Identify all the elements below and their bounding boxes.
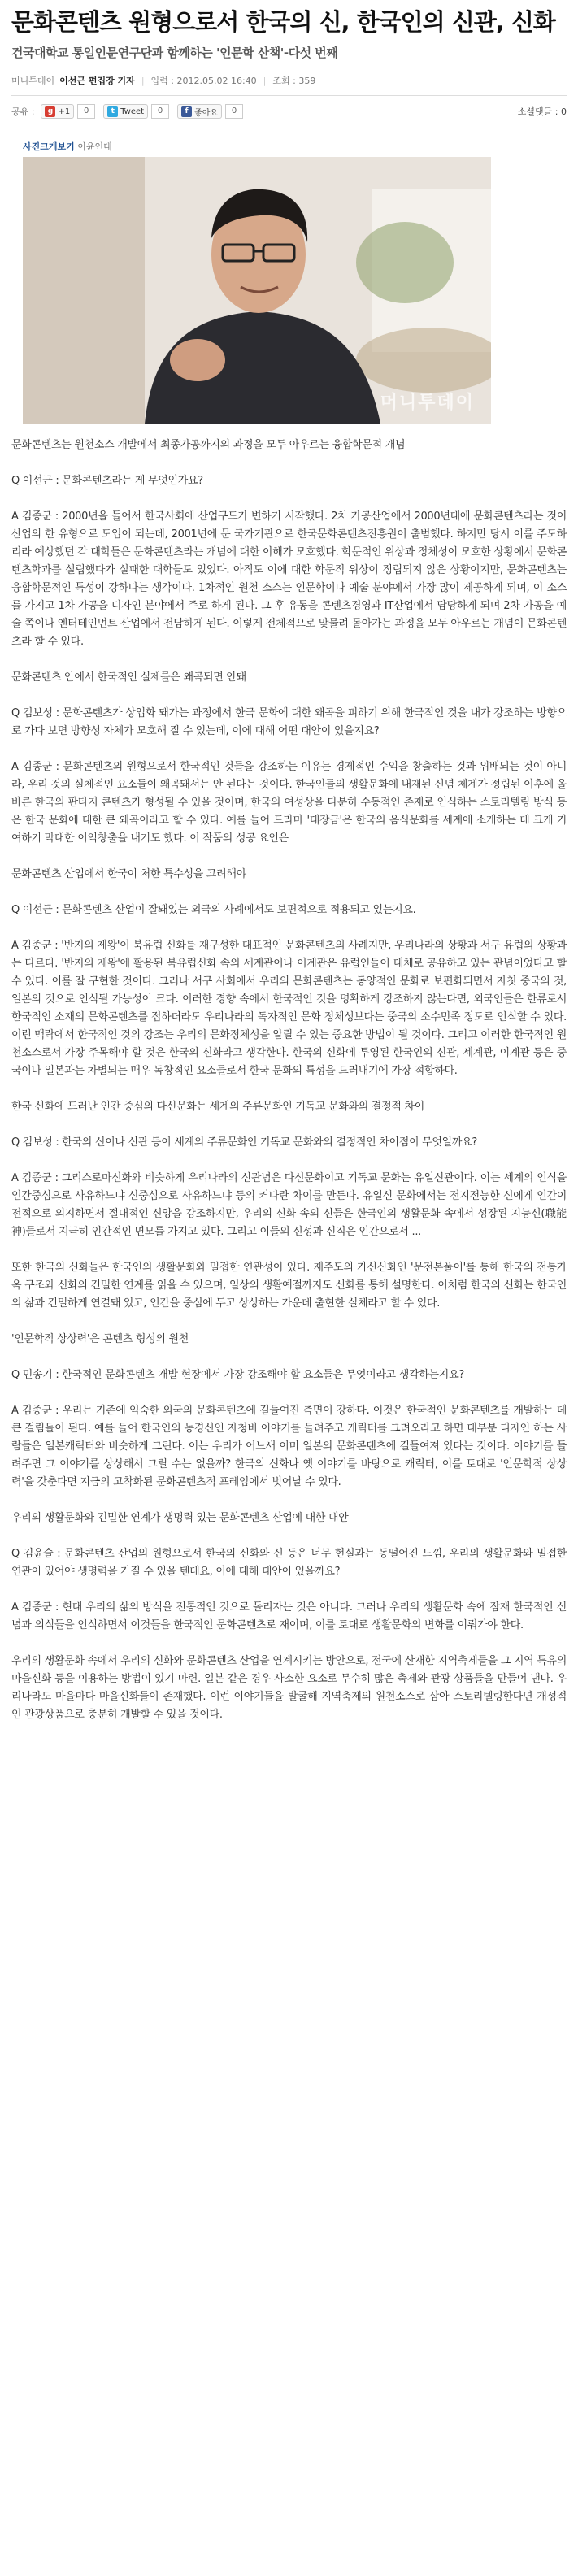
gplus-count: 0 [77, 104, 95, 119]
photo-person: 이윤인대 [77, 141, 112, 152]
tweet-count: 0 [151, 104, 169, 119]
facebook-like-count: 0 [225, 104, 243, 119]
tweet-label: Tweet [120, 106, 145, 116]
facebook-like-label: 좋아요 [194, 108, 219, 118]
paragraph: Q 민송기 : 한국적인 문화콘텐츠 개발 현장에서 가장 강조해야 할 요소들은 무엇이라고 생각하는지요? [11, 1369, 464, 1381]
meta-divider: | [141, 75, 145, 86]
portrait-illustration [23, 157, 491, 424]
paragraph: 우리의 생활문화 속에서 우리의 신화와 문화콘텐츠 산업을 연계시키는 방안으로, 전국에 산재한 지역축제들을 그 지역 특유의 마을신화 등을 이용하는 방법이 있기 마련. 일본 같은 경우 사소한 요소로 무수히 많은 축제와 관광 상품들을 만들어 낸다. 우리나라도 마을마다 마을신화들이 존재했다. 이런 이야기들을 발굴해 지역축제의 원천소스로 삼아 스토리텔링한다면 개성적인 관광상품으로 충분히 개발할 수 있을 것이다. [11, 1655, 567, 1721]
section-heading: 한국 신화에 드러난 인간 중심의 다신문화는 세계의 주류문화인 기독교 문화와의 결정적 차이 [11, 1101, 424, 1113]
social-comments-link[interactable]: 소셜댓글 : 0 [517, 106, 567, 117]
paragraph: Q 이선근 : 문화콘텐츠 산업이 잘돼있는 외국의 사례에서도 보편적으로 적용되고 있는지요. [11, 904, 416, 916]
gplus-label: +1 [58, 106, 71, 116]
photo-watermark: 머니투데이 [380, 393, 475, 413]
section-heading: '인문학적 상상력'은 콘텐츠 형성의 원천 [11, 1333, 189, 1345]
paragraph: A 김종군 : '반지의 제왕'이 북유럽 신화를 재구성한 대표적인 문화콘텐츠의 사례지만, 우리나라의 상황과 서구 유럽의 상황과는 다르다. '반지의 제왕'에 활용된 북유럽신화 속의 세계관이나 이계관은 유럽인들이 대체로 공유하고 있는 관념이었다고 할 수 있다. 이를 잘 구현한 것이다. 그러나 서구 사회에서 우리의 문화콘텐츠는 동양적인 문화로 보편화되면서 자칫 중국의 것, 일본의 것으로 인식될 가능성이 크다. 이러한 경향 속에서 한국적인 것을 명확하게 강조하지 않는다면, 외국인들은 한류로서 한국적인 소재의 문화콘텐츠를 접하더라도 우리나라의 독자적인 문화 정체성보다는 중국의 소수민족 정도로 인식할 수 있다. 이런 맥락에서 한국적인 것의 강조는 우리의 문화정체성을 알릴 수 있는 중요한 방법이 될 것이다. 그리고 이러한 한국적인 원천소스로서 가장 주목해야 할 것은 한국의 신화라고 생각한다. 한국의 신화에 투영된 한국인의 신관, 세계관, 이계관 등은 중국이나 일본과는 차별되는 매우 독창적인 요소들로서 한국 문화의 특성을 드러내기에 가장 적합하다. [11, 940, 567, 1077]
source-name: 머니투데이 [11, 76, 55, 86]
meta-rule [11, 95, 567, 96]
meta-divider: | [263, 75, 267, 86]
paragraph: Q 김보성 : 문화콘텐츠가 상업화 돼가는 과정에서 한국 문화에 대한 왜곡을 피하기 위해 한국적인 것을 내가 강조하는 방향으로 가다 보면 방향성 자체가 모호해 질 수 있는데, 이에 대해 어떤 대안이 있을지요? [11, 707, 567, 737]
photo-enlarge-link[interactable]: 사진크게보기 [23, 141, 75, 152]
author-name[interactable]: 이선근 편집장 기자 [59, 76, 135, 86]
section-heading: 문화콘텐츠 산업에서 한국이 처한 특수성을 고려해야 [11, 868, 246, 880]
article-subtitle: 건국대학교 통일인문연구단과 함께하는 '인문학 산책'-다섯 번째 [11, 46, 338, 60]
paragraph: A 김종군 : 그리스로마신화와 비슷하게 우리나라의 신관념은 다신문화이고 기독교 문화는 유일신관이다. 이는 세계의 인식을 인간중심으로 사유하느냐 신중심으로 사유하느냐 등의 커다란 차이를 만든다. 유일신 문화에서는 전지전능한 신에게 인간이 전적으로 의지하면서 절대적인 신앙을 강조하지만, 우리의 신화 속의 신들은 한국인의 생활문화 속에서 성장된 지능신(職能神)들로서 지극히 인간적인 면모를 가지고 있다. 그리고 이들의 신성과 신직은 인간으로서 ... [11, 1172, 567, 1238]
article-title: 문화콘텐츠 원형으로서 한국의 신, 한국인의 신관, 신화 [11, 8, 555, 36]
paragraph: Q 이선근 : 문화콘텐츠라는 게 무엇인가요? [11, 475, 203, 487]
paragraph: 문화콘텐츠는 원천소스 개발에서 최종가공까지의 과정을 모두 아우르는 융합학문적 개념 [11, 439, 406, 451]
article-meta [11, 74, 567, 87]
section-heading: 우리의 생활문화와 긴밀한 연계가 생명력 있는 문화콘텐츠 산업에 대한 대안 [11, 1512, 349, 1524]
twitter-bird-icon: t [107, 106, 118, 117]
paragraph: A 김종군 : 문화콘텐츠의 원형으로서 한국적인 것들을 강조하는 이유는 경제적인 수익을 창출하는 것과 위배되는 것이 아니라, 우리 것의 실체적인 요소들이 왜곡돼서는 안 된다는 것이다. 한국인들의 생활문화에 내재된 신념 체계가 정립된 이후에 올바른 한국의 판타지 콘텐츠가 형성될 수 있을 것이며, 한국의 여성상을 다분히 수동적인 존재로 인식하는 스토리텔링 방식 등은 한국 문화에 대한 큰 왜곡이라고 할 수 있다. 예를 들어 드라마 '대장금'은 한국의 음식문화를 세계에 소개하는 데 크게 기여하기 막대한 이익창출을 내기도 했다. 이 작품의 성공 요인은 [11, 761, 567, 845]
paragraph: 또한 한국의 신화들은 한국인의 생활문화와 밀접한 연관성이 있다. 제주도의 가신신화인 '문전본풀이'를 통해 한국의 전통가옥 구조와 신화의 긴밀한 연계를 읽을 수 있으며, 일상의 생활예절까지도 신화를 통해 설명한다. 이처럼 한국의 신화는 한국인의 삶과 긴밀하게 연결돼 있고, 인간을 중심에 두고 상상하는 가운데 출현한 실체라고 할 수 있다. [11, 1262, 567, 1310]
facebook-like-button[interactable] [177, 104, 222, 119]
publish-date: 입력 : 2012.05.02 16:40 [150, 76, 257, 86]
gplus-button[interactable] [41, 104, 74, 119]
paragraph: Q 김윤슬 : 문화콘텐츠 산업의 원형으로서 한국의 신화와 신 등은 너무 현실과는 동떨어진 느낌, 우리의 생활문화와 밀접한 연관이 있어야 생명력을 가질 수 있을 텐데요, 이에 대해 대안이 있을까요? [11, 1548, 567, 1578]
article-photo[interactable] [23, 157, 491, 424]
photo-caption [23, 140, 567, 155]
facebook-icon: f [181, 106, 192, 117]
paragraph: Q 김보성 : 한국의 신이나 신관 등이 세계의 주류문화인 기독교 문화와의 결정적인 차이점이 무엇일까요? [11, 1136, 478, 1149]
tweet-button[interactable] [103, 104, 148, 119]
article [11, 7, 567, 1742]
section-heading: 문화콘텐츠 안에서 한국적인 실제를은 왜곡되면 안돼 [11, 671, 246, 684]
gplus-icon: g [45, 106, 55, 117]
article-body [11, 437, 567, 1724]
share-label: 공유 : [11, 106, 35, 117]
paragraph: A 김종군 : 우리는 기존에 익숙한 외국의 문화콘텐츠에 길들여진 측면이 강하다. 이것은 한국적인 문화콘텐츠를 개발하는 데 큰 걸림돌이 된다. 예를 들어 한국인의 농경신인 자청비 이야기를 들려주고 캐릭터를 그려오라고 하면 대부분 디자인 하는 사람들은 일본캐릭터와 비슷하게 그린다. 이는 우리가 어느새 이미 일본의 문화콘텐츠에 길들여져 있다는 것이다. 이야기를 들려주면 그 이야기를 상상해서 그릴 수는 없을까? 한국의 신화나 옛 이야기를 바탕으로 캐릭터, 이를 토대로 '인문학적 상상력'을 갖춘다면 지금의 고착화된 문화콘텐츠적 프레임에서 벗어날 수 있다. [11, 1405, 567, 1488]
view-count: 조회 : 359 [272, 76, 316, 86]
paragraph: A 김종군 : 2000년을 들어서 한국사회에 산업구도가 변하기 시작했다. 2차 가공산업에서 2000년대에 문화콘텐츠라는 것이 산업의 한 유형으로 도입이 되는데, 2001년에 문 국가기관으로 한국문화콘텐츠진흥원이 출범했다. 하지만 당시 이를 주도하리라 예상했던 각 대학들은 문화콘텐츠라는 개념에 대한 이해가 모호했다. 학문적인 위상과 정체성이 모호한 상황에서 문화콘텐츠학과를 설립했다가 실패한 대학들도 있었다. 아직도 이에 대한 학문적 위상이 정립되지 않은 상황이지만, 문화콘텐츠는 융합학문적인 특성이 강하다는 생각이다. 1차적인 원천 소스는 인문학이나 예술 분야에서 가장 많이 제공하게 되며, 이 소스를 가지고 1차 가공을 디자인 분야에서 주로 하게 된다. 그 후 유통을 콘텐츠경영과 IT산업에서 담당하게 되며 2차 가공을 예술 쪽이나 엔터테인먼트 산업에서 전담하게 된다. 이렇게 전체적으로 맞물려 돌아가는 과정을 모두 아우르는 개념이 문화콘텐츠라 할 수 있다. [11, 510, 567, 648]
share-bar [11, 104, 567, 119]
paragraph: A 김종군 : 현대 우리의 삶의 방식을 전통적인 것으로 돌리자는 것은 아니다. 그러나 우리의 생활문화 속에 잠재 한국적인 신념과 의식들을 인식하면서 이것들을 한국적인 문화콘텐츠로 재이며, 이를 토대로 생활문화의 변화를 이뤄가야 한다. [11, 1601, 567, 1631]
